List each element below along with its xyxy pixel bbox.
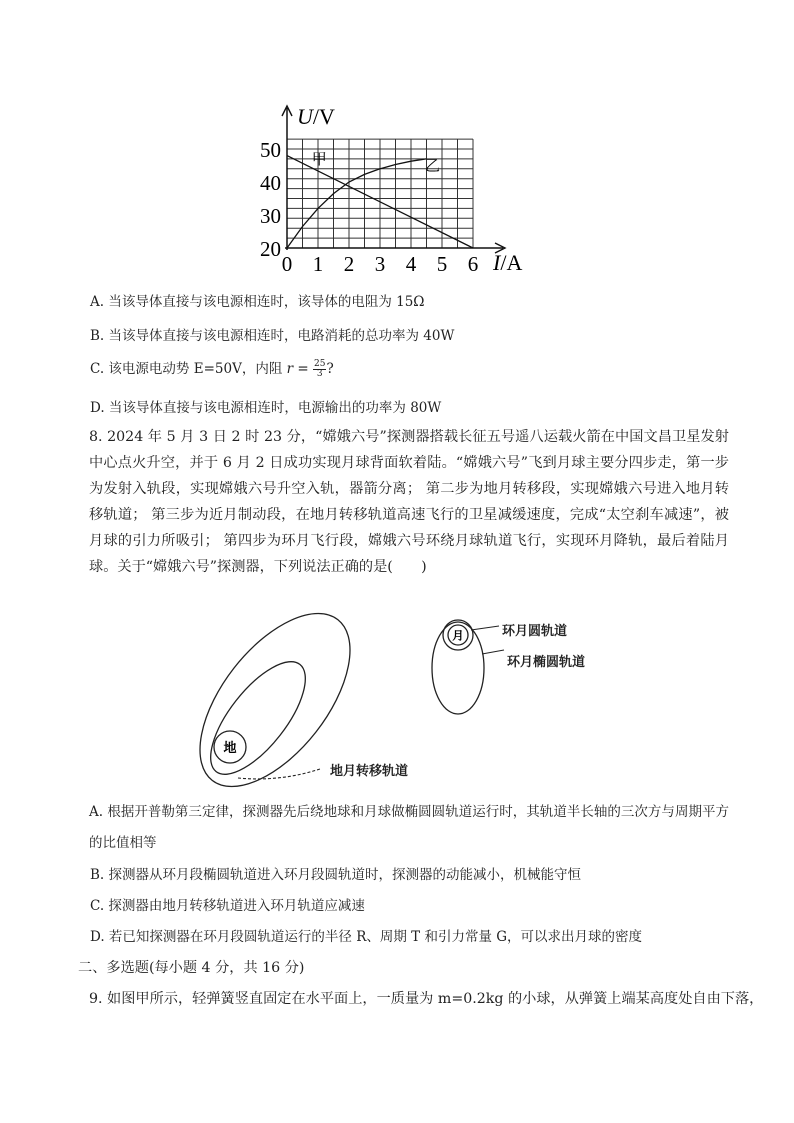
x-tick-label: 0 <box>281 252 293 276</box>
q8-stem: 8. 2024 年 5 月 3 日 2 时 23 分，“嫦娥六号”探测器搭载长征五号遥八运载火箭在中国文昌卫星发射中心点火升空，并于 6 月 2 日成功实现月球背面软着陆。“嫦娥六号”飞到月球主要分四步走，第一步为发射入轨段，实现嫦娥六号升空入轨，器箭分离； 第二步为地月转移段，实现嫦娥六号进入地月转移轨道； 第三步为近月制动段，在地月转移轨道高速飞行的卫星减缓速度，完成“太空刹车减速”，被月球的引力所吸引； 第四步为环月飞行段，嫦娥六号环绕月球轨道飞行，实现环月降轨，最后着陆月球。关于“嫦娥六号”探测器，下列说法正确的是( ) <box>89 429 729 575</box>
label-lunar-elliptical-orbit: 环月椭圆轨道 <box>507 655 586 670</box>
graph-labels <box>260 104 522 276</box>
q7-option-c-r: r <box>286 361 294 377</box>
label-lunar-circular-orbit: 环月圆轨道 <box>502 624 568 639</box>
x-tick-label: 4 <box>405 252 417 276</box>
series-line-yi <box>287 159 427 248</box>
circle-orbit-leader <box>471 626 499 630</box>
q7-option-d: D. 当该导体直接与该电源相连时，电源输出的功率为 80W <box>90 400 442 416</box>
label-transfer-orbit: 地月转移轨道 <box>330 764 409 779</box>
y-tick-label: 50 <box>260 138 281 162</box>
y-tick-label: 20 <box>260 237 281 261</box>
y-tick-label: 30 <box>260 204 281 228</box>
q7-option-c-suffix: ? <box>326 361 334 377</box>
section-heading-multiple-choice: 二、多选题(每小题 4 分，共 16 分) <box>78 960 305 976</box>
ui-graph <box>255 100 545 278</box>
earth-inner-ellipse <box>194 647 322 789</box>
transfer-orbit-dashed <box>238 769 320 779</box>
q7-option-b: B. 当该导体直接与该电源相连时，电路消耗的总功率为 40W <box>90 328 455 344</box>
x-tick-label: 3 <box>374 252 386 276</box>
q8-option-c: C. 探测器由地月转移轨道进入环月轨道应减速 <box>90 898 365 914</box>
series-label-yi: 乙 <box>424 158 440 175</box>
fraction-denominator: 3 <box>316 369 323 379</box>
q7-option-c <box>90 357 334 379</box>
q8-option-d: D. 若已知探测器在环月段圆轨道运行的半径 R、周期 T 和引力常量 G，可以求出月球的密度 <box>90 929 643 945</box>
series-label-jia: 甲 <box>311 151 327 168</box>
ellipse-orbit-leader <box>482 650 504 654</box>
q9-stem: 9. 如图甲所示，轻弹簧竖直固定在水平面上，一质量为 m=0.2kg 的小球，从弹簧上端某高度处自由下落， <box>89 991 764 1007</box>
q7-option-c-fraction <box>313 360 326 379</box>
earth-label: 地 <box>223 740 237 755</box>
x-tick-label: 2 <box>343 252 355 276</box>
q7-option-a: A. 当该导体直接与该电源相连时，该导体的电阻为 15Ω <box>90 294 425 310</box>
x-axis-label: I/A <box>493 250 523 275</box>
orbit-diagram <box>190 612 630 792</box>
x-tick-label: 5 <box>436 252 448 276</box>
x-tick-label: 6 <box>467 252 479 276</box>
y-axis-label: U/V <box>297 104 335 129</box>
q7-option-c-eq: = <box>293 361 313 377</box>
q8-option-a: A. 根据开普勒第三定律，探测器先后绕地球和月球做椭圆圆轨道运行时，其轨道半长轴的三次方与周期平方的比值相等 <box>89 804 729 851</box>
fraction-numerator: 25 <box>313 359 326 369</box>
q8-option-b: B. 探测器从环月段椭圆轨道进入环月段圆轨道时，探测器的动能减小，机械能守恒 <box>90 867 582 883</box>
moon-label: 月 <box>452 630 464 643</box>
x-tick-label: 1 <box>312 252 324 276</box>
q7-option-c-text: C. 该电源电动势 E=50V，内阻 <box>90 361 287 377</box>
y-tick-label: 40 <box>260 171 281 195</box>
